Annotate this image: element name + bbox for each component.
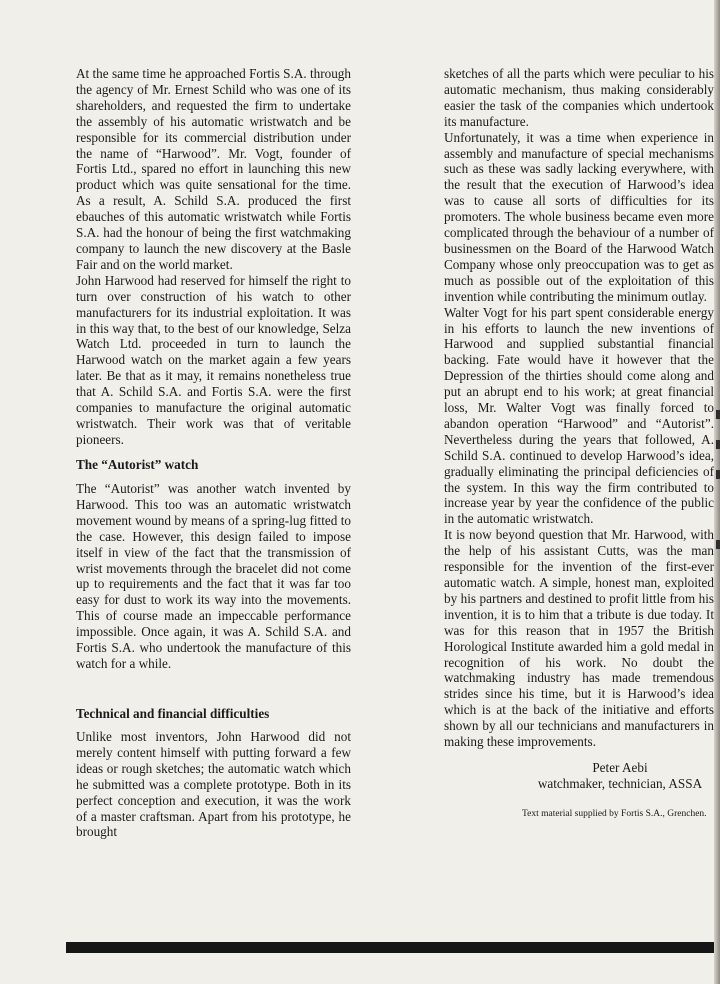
bottom-rule-divider xyxy=(66,942,720,953)
source-credit: Text material supplied by Fortis S.A., Grenchen. xyxy=(522,809,707,819)
section-difficulties-body xyxy=(76,729,351,840)
paragraph: Walter Vogt for his part spent considerable energy in his efforts to launch the new inventions of Harwood and supplied substantial financial backing. Fate would have it however that the Depression of the thirties should come along and put an abrupt end to his work; at great financial loss, Mr. Walter Vogt was finally forced to abandon operation “Harwood” and “Autorist”. Nevertheless during the years that followed, A. Schild S.A. continued to develop Harwood’s idea, gradually eliminating the principal deficiencies of the system. In this way the firm contributed to increase year by year the confidence of the public in the automatic wristwatch. xyxy=(444,304,714,527)
paragraph: John Harwood had reserved for himself the right to turn over construction of his watch to other manufacturers for its industrial exploitation. It was in this way that, to the best of our knowledge, Selza Watch Ltd. proceeded in turn to launch the Harwood watch on the market again a few years later. Be that as it may, it remains nonetheless true that A. Schild S.A. and Fortis S.A. were the first companies to manufacture the original automatic wristwatch. Their work was that of veritable pioneers. xyxy=(76,272,351,447)
author-title: watchmaker, technician, ASSA xyxy=(537,776,703,791)
page-edge-marks xyxy=(716,410,720,610)
paragraph: It is now beyond question that Mr. Harwood, with the help of his assistant Cutts, was the man responsible for the invention of the first-ever automatic watch. A simple, honest man, exploited by his partners and destined to profit little from his invention, it is to him that a tribute is due today. It was for this reason that in 1957 the British Horological Institute awarded him a gold medal in recognition of his work. No doubt the watchmaking industry has made tremendous strides since his time, but it is Harwood’s idea which is at the back of the initiative and efforts shown by all our technicians and manufacturers in making these improvements. xyxy=(444,527,714,750)
author-signature xyxy=(520,760,720,792)
right-column xyxy=(444,66,714,750)
paragraph: Unfortunately, it was a time when experience in assembly and manufacture of special mechanisms such as these was sadly lacking everywhere, with the result that the execution of Harwood’s idea was to cause all sorts of difficulties for its promoters. The whole business became even more complicated through the behaviour of a number of businessmen on the Board of the Harwood Watch Company whose only preoccupation was to get as much as possible out of the exploitation of this invention while contributing the minimum outlay. xyxy=(444,129,714,304)
paragraph: Unlike most inventors, John Harwood did not merely content himself with putting forward a few ideas or rough sketches; the automatic watch which he submitted was a complete prototype. Both in its perfect conception and execution, it was the work of a master craftsman. Apart from his prototype, he brought xyxy=(76,729,351,840)
author-name: Peter Aebi xyxy=(592,760,648,775)
paragraph: At the same time he approached Fortis S.A. through the agency of Mr. Ernest Schild who was one of its shareholders, and requested the firm to undertake the assembly of his automatic wristwatch and be responsible for its commercial distribution under the name of “Harwood”. Mr. Vogt, founder of Fortis Ltd., spared no effort in launching this new product which was quite sensational for the time. As a result, A. Schild S.A. produced the first ebauches of this automatic wristwatch while Fortis S.A. had the honour of being the first watchmaking company to launch the new discovery at the Basle Fair and on the world market. xyxy=(76,66,351,272)
section-autorist-body xyxy=(76,481,351,672)
section-heading-autorist: The “Autorist” watch xyxy=(76,457,199,472)
left-column xyxy=(76,66,351,448)
paragraph: The “Autorist” was another watch invented by Harwood. This too was an automatic wristwatch movement wound by means of a spring-lug fitted to the case. However, this design failed to impose itself in view of the fact that the transmission of wrist movements through the bracelet did not come up to requirements and the fact that it was far too easy for dust to work its way into the movements. This of course made an impeccable performance impossible. Once again, it was A. Schild S.A. and Fortis S.A. who undertook the manufacture of this watch for a while. xyxy=(76,481,351,671)
section-heading-difficulties: Technical and financial difficulties xyxy=(76,706,270,721)
paragraph: sketches of all the parts which were peculiar to his automatic mechanism, thus making considerably easier the task of the companies which undertook its manufacture. xyxy=(444,66,714,129)
